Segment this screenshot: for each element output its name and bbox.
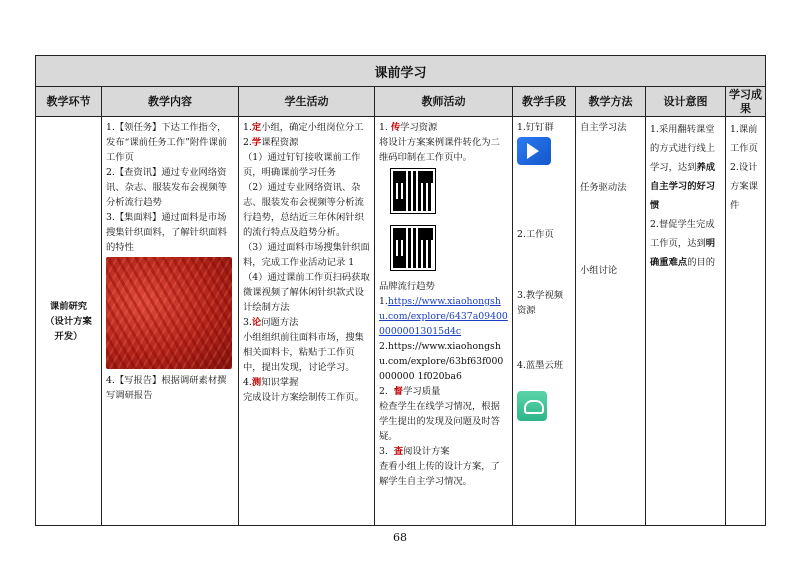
content-item-3: 3.【集面料】通过面料是市场搜集针织面料，了解针织面料的特性 xyxy=(106,212,227,253)
means-3: 3.教学视频资源 xyxy=(517,290,564,316)
teacher-cell xyxy=(375,117,513,526)
student-step-2b: （2）通过专业网络资讯、杂志、服装发布会视频等分析流行趋势，总结近三年休闲针织的流行特点及趋势分析。 xyxy=(243,182,364,238)
knit-fabric-image xyxy=(106,257,232,369)
teacher-step-2a: 检查学生在线学习情况，根据学生提出的发现及问题及时答疑。 xyxy=(379,401,500,442)
method-2: 任务驱动法 xyxy=(580,182,627,193)
header-stage: 教学环节 xyxy=(36,87,102,117)
intent-1: 1.采用翻转课堂的方式进行线上学习，达到养成自主学习的好习惯 xyxy=(650,124,716,211)
intent-cell xyxy=(646,117,726,526)
student-step-3: 3.论问题方法 xyxy=(243,317,299,328)
student-step-2: 2.学课程资源 xyxy=(243,137,299,148)
teacher-step-2: 2. 督学习质量 xyxy=(379,386,441,397)
teacher-step-1: 1. 传学习资源 xyxy=(379,122,438,133)
content-cell xyxy=(102,117,239,526)
teacher-step-3: 3. 查阅设计方案 xyxy=(379,446,450,457)
student-step-4: 4.测知识掌握 xyxy=(243,377,299,388)
teacher-trend-label: 品牌流行趋势 xyxy=(379,281,435,292)
student-cell xyxy=(239,117,375,526)
table-title: 课前学习 xyxy=(36,56,766,87)
qr-code-icon[interactable] xyxy=(391,169,435,213)
content-item-1: 1.【领任务】下达工作指令，发布“课前任务工作”附件课前工作页 xyxy=(106,122,228,163)
intent-2: 2.督促学生完成工作页，达到明确重难点的目的 xyxy=(650,219,716,268)
content-item-2: 2.【查资讯】通过专业网络资讯、杂志、服装发布会视频等分析流行趋势 xyxy=(106,167,227,208)
header-row xyxy=(36,87,766,117)
table-row xyxy=(36,117,766,526)
teacher-step-3a: 查看小组上传的设计方案，了解学生自主学习情况。 xyxy=(379,461,500,487)
qr-codes xyxy=(379,165,508,279)
header-student: 学生活动 xyxy=(239,87,375,117)
student-step-2c: （3）通过面料市场搜集针织面料，完成工作业活动记录 1 xyxy=(243,242,370,268)
dingtalk-icon xyxy=(517,137,551,165)
means-2: 2.工作页 xyxy=(517,229,554,240)
method-1: 自主学习法 xyxy=(580,122,627,133)
method-cell xyxy=(576,117,646,526)
header-content: 教学内容 xyxy=(102,87,239,117)
trend-link-1[interactable]: 1.https://www.xiaohongshu.com/explore/6437a0940000000013015d4c xyxy=(379,296,508,337)
lesson-table xyxy=(35,55,766,526)
means-4: 4.蓝墨云班 xyxy=(517,360,564,371)
student-step-1: 1.定小组，确定小组岗位分工 xyxy=(243,122,364,133)
header-outcome: 学习成果 xyxy=(726,87,766,117)
method-3: 小组讨论 xyxy=(580,265,618,276)
student-step-2a: （1）通过钉钉接收课前工作页，明确课前学习任务 xyxy=(243,152,361,178)
student-step-4a: 完成设计方案绘制传工作页。 xyxy=(243,392,364,403)
page-number: 68 xyxy=(393,531,407,544)
student-step-3a: 小组组织前往面料市场，搜集相关面料卡，粘贴于工作页中，提出发现，讨论学习。 xyxy=(243,332,364,373)
outcome-cell xyxy=(726,117,766,526)
header-teacher: 教师活动 xyxy=(375,87,513,117)
content-item-4: 4.【写报告】根据调研素材撰写调研报告 xyxy=(106,375,227,401)
header-method: 教学方法 xyxy=(576,87,646,117)
header-intent: 设计意图 xyxy=(646,87,726,117)
stage-label: 课前研究（设计方案开发） xyxy=(45,300,92,342)
teacher-step-1a: 将设计方案案例课件转化为二维码印制在工作页中。 xyxy=(379,137,500,163)
means-cell xyxy=(513,117,576,526)
trend-link-2[interactable]: 2.https://www.xiaohongshu.com/explore/63bf63f000000000 1f020ba6 xyxy=(379,341,504,382)
header-means: 教学手段 xyxy=(513,87,576,117)
stage-cell xyxy=(36,117,102,526)
qr-code-icon[interactable] xyxy=(391,226,435,270)
outcome-text: 1.课前工作页 2.设计方案课件 xyxy=(730,124,758,211)
lanmo-cloud-icon xyxy=(517,391,547,421)
student-step-2d: （4）通过课前工作页扫码获取微课视频了解休闲针织款式设计绘制方法 xyxy=(243,272,370,313)
means-1: 1.钉钉群 xyxy=(517,122,554,133)
